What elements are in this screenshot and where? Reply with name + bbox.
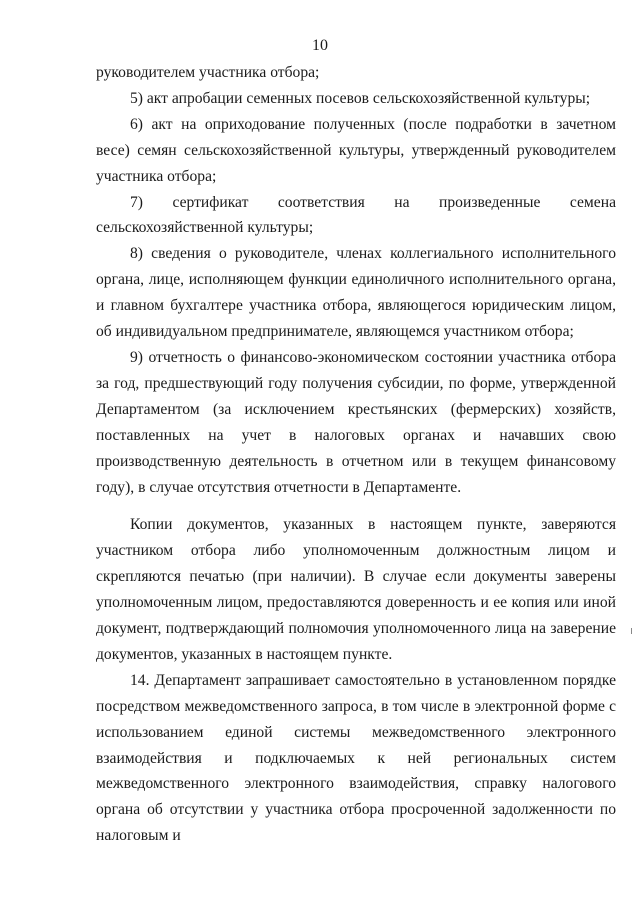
paragraph-continuation: руководителем участника отбора; [96, 64, 320, 81]
document-body [96, 60, 616, 849]
list-item-7: 7) сертификат соответствия на произведенные семена сельскохозяйственной культуры; [96, 193, 616, 237]
list-item-5: 5) акт апробации семенных посевов сельскохозяйственной культуры; [130, 89, 591, 107]
page-number: 10 [312, 37, 328, 54]
list-item-8: 8) сведения о руководителе, членах коллегиального исполнительного органа, лице, исполняющем функции единоличного исполнительного органа, и главном бухгалтере участника отбора, являющегося юридическим лицом, об индивидуальном предпринимателе, являющемся участником отбора; [96, 245, 616, 341]
list-item-6: 6) акт на оприходование полученных (после подработки в зачетном весе) семян сельскохозяйственной культуры, утвержденный руководителем участника отбора; [96, 115, 616, 185]
margin-mark [631, 628, 632, 634]
list-item-9: 9) отчетность о финансово-экономическом состоянии участника отбора за год, предшествующий году получения субсидии, по форме, утвержденной Департаментом (за исключением крестьянских (фермерских) хозяйств, поставленных на учет в налоговых органах и начавших свою производственную деятельность в отчетном или в текущем финансовому году), в случае отсутствия отчетности в Департаменте. [96, 348, 616, 496]
paragraph-14: 14. Департамент запрашивает самостоятельно в установленном порядке посредством межведомственного запроса, в том числе в электронной форме с использованием единой системы межведомственного электронного взаимодействия и подключаемых к ней региональных систем межведомственного электронного взаимодействия, справку налогового органа об отсутствии у участника отбора просроченной задолженности по налоговым и [96, 671, 616, 845]
paragraph-copies: Копии документов, указанных в настоящем пункте, заверяются участником отбора либо уполномоченным должностным лицом и скрепляются печатью (при наличии). В случае если документы заверены уполномоченным лицом, предоставляются доверенность и ее копия или иной документ, подтверждающий полномочия уполномоченного лица на заверение документов, указанных в настоящем пункте. [96, 516, 616, 663]
